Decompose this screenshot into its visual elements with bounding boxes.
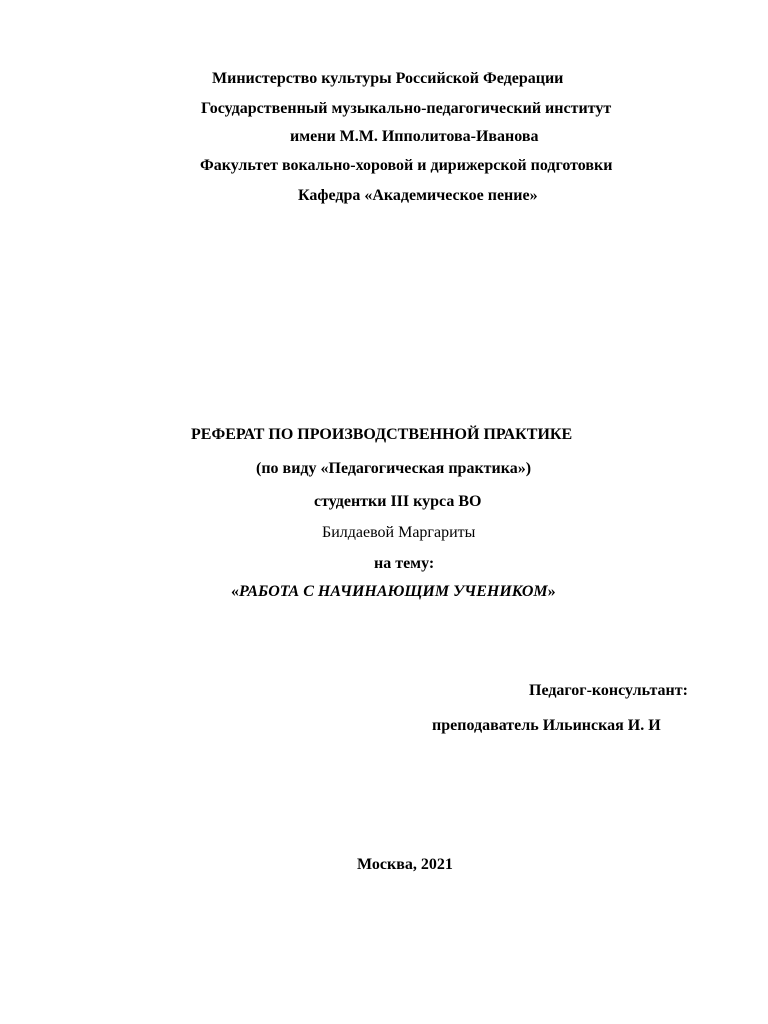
student-course-line: студентки III курса ВО: [314, 493, 482, 510]
student-name-line: Билдаевой Маргариты: [322, 524, 476, 541]
city-year-line: Москва, 2021: [357, 856, 453, 873]
topic-close-quote: »: [547, 583, 556, 600]
institute-name-line: имени М.М. Ипполитова-Иванова: [290, 128, 539, 145]
document-title: РЕФЕРАТ ПО ПРОИЗВОДСТВЕННОЙ ПРАКТИКЕ: [191, 426, 573, 443]
topic-label: на тему:: [374, 555, 435, 572]
department-line: Кафедра «Академическое пение»: [298, 187, 538, 204]
ministry-line: Министерство культуры Российской Федерации: [212, 70, 564, 87]
faculty-line: Факультет вокально-хоровой и дирижерской подготовки: [200, 157, 613, 174]
consultant-label: Педагог-консультант:: [529, 682, 688, 699]
institute-line: Государственный музыкально-педагогический институт: [201, 100, 612, 117]
practice-type-line: (по виду «Педагогическая практика»): [256, 460, 532, 477]
topic-text: РАБОТА С НАЧИНАЮЩИМ УЧЕНИКОМ: [239, 583, 548, 600]
topic-line: [231, 582, 556, 601]
topic-open-quote: «: [231, 583, 239, 600]
consultant-name: преподаватель Ильинская И. И: [432, 717, 661, 734]
